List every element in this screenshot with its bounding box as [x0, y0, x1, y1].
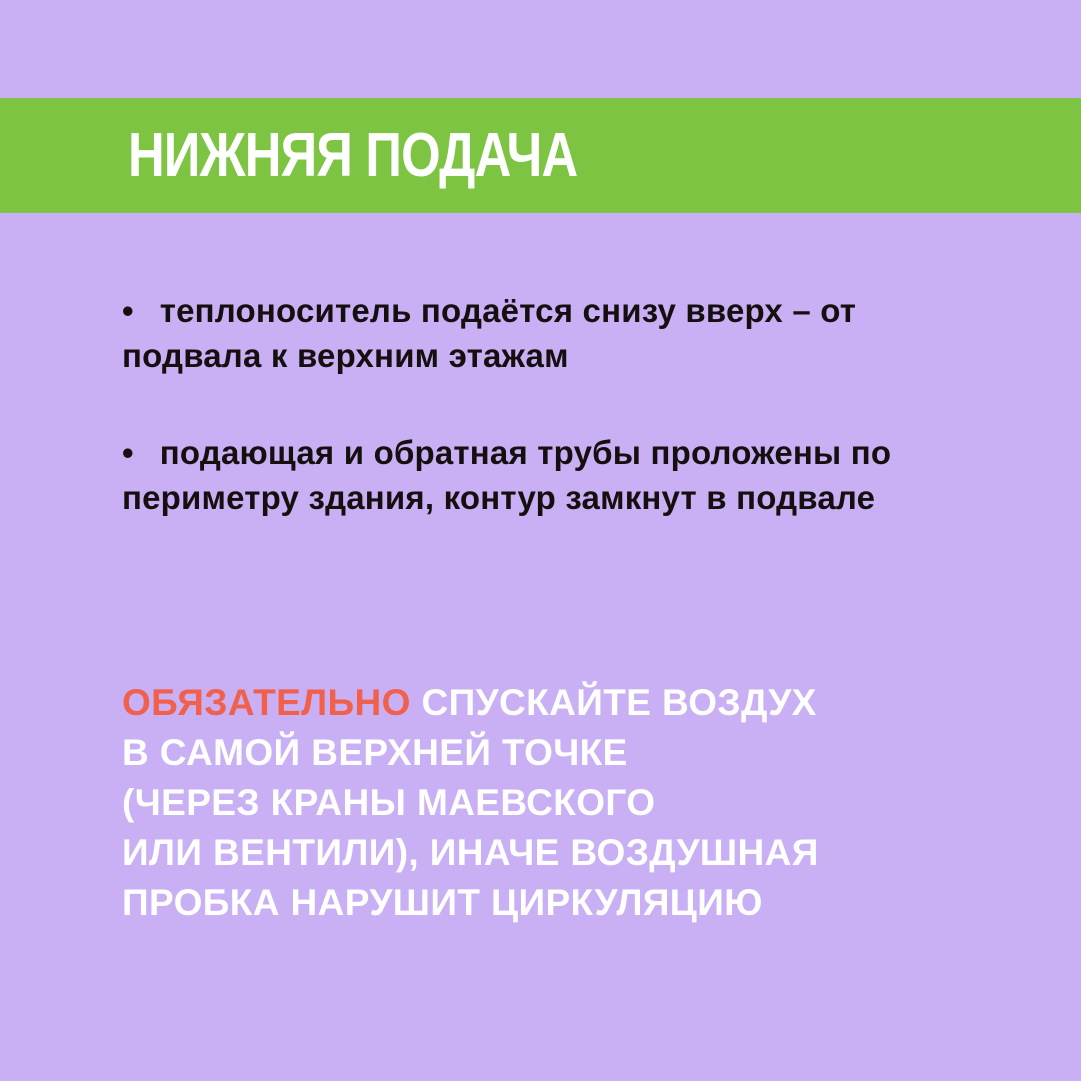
- notice-block: [122, 678, 1002, 928]
- bullet-dot-icon: •: [122, 292, 134, 329]
- list-item-text: подающая и обратная трубы проложены по периметру здания, контур замкнут в подвале: [122, 434, 892, 516]
- list-item: [122, 430, 982, 520]
- list-item: [122, 288, 982, 378]
- notice-accent-word: ОБЯЗАТЕЛЬНО: [122, 682, 411, 723]
- notice-line: ИЛИ ВЕНТИЛИ), ИНАЧЕ ВОЗДУШНАЯ: [122, 832, 819, 873]
- title-band: [0, 98, 1081, 213]
- notice-line: ПРОБКА НАРУШИТ ЦИРКУЛЯЦИЮ: [122, 882, 763, 923]
- page-title: НИЖНЯЯ ПОДАЧА: [128, 120, 578, 190]
- bullet-dot-icon: •: [122, 434, 134, 471]
- list-item-text: теплоноситель подаётся снизу вверх – от подвала к верхним этажам: [122, 292, 857, 374]
- bullet-list: [122, 288, 982, 520]
- notice-line: [122, 678, 1002, 728]
- notice-line: (ЧЕРЕЗ КРАНЫ МАЕВСКОГО: [122, 782, 656, 823]
- notice-line-text: СПУСКАЙТЕ ВОЗДУХ: [410, 682, 817, 723]
- notice-line: В САМОЙ ВЕРХНЕЙ ТОЧКЕ: [122, 732, 628, 773]
